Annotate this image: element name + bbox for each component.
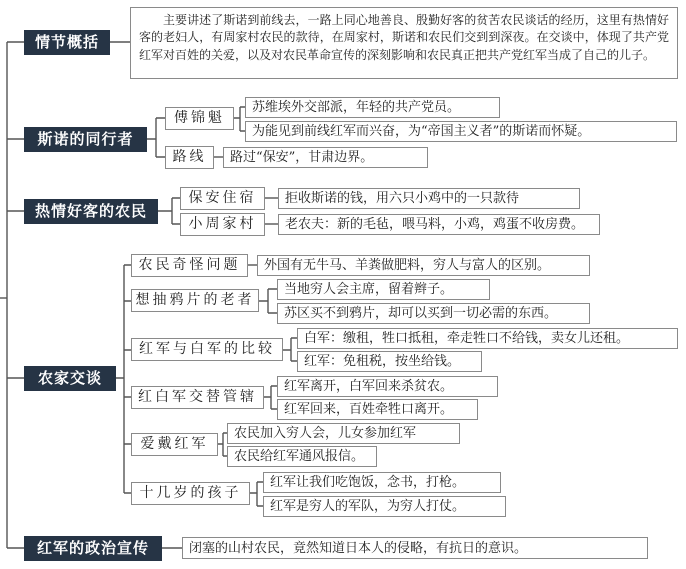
sub-node-route[interactable]: 路线 [165, 146, 214, 169]
sub-node-love-red-army[interactable]: 爱戴红军 [131, 433, 218, 456]
leaf-baoan-1: 拒收斯诺的钱，用六只小鸡中的一只款待 [278, 188, 580, 209]
leaf-teen-1: 红军让我们吃饱饭，念书，打枪。 [263, 472, 501, 493]
leaf-propaganda-1: 闭塞的山村农民，竟然知道日本人的侵略，有抗日的意识。 [182, 537, 648, 559]
sub-node-baoan[interactable]: 保安住宿 [180, 187, 265, 210]
leaf-route-1: 路过“保安”，甘肃边界。 [223, 147, 428, 168]
leaf-opium-1: 当地穷人会主席，留着辫子。 [277, 279, 490, 300]
main-node-talk[interactable]: 农家交谈 [24, 366, 116, 391]
sub-node-strange-questions[interactable]: 农民奇怪问题 [131, 254, 248, 277]
main-node-propaganda[interactable]: 红军的政治宣传 [24, 536, 162, 561]
sub-node-fu-jinkui[interactable]: 傅锦魁 [165, 107, 234, 130]
leaf-love-2: 农民给红军通风报信。 [227, 446, 377, 467]
leaf-fu-2: 为能见到前线红军而兴奋，为“帝国主义者”的斯诺而怀疑。 [245, 121, 677, 142]
main-node-farmers[interactable]: 热情好客的农民 [24, 199, 158, 224]
sub-node-opium-elder[interactable]: 想抽鸦片的老者 [131, 289, 259, 312]
sub-node-alternate-rule[interactable]: 红白军交替管辖 [131, 386, 264, 409]
leaf-alternate-1: 红军离开，白军回来杀贫农。 [277, 376, 498, 397]
leaf-compare-2: 红军：免租税，按坐给钱。 [297, 351, 482, 372]
sub-node-teenagers[interactable]: 十几岁的孩子 [131, 482, 250, 505]
leaf-alternate-2: 红军回来，百姓牵牲口离开。 [277, 399, 478, 420]
leaf-teen-2: 红军是穷人的军队，为穷人打仗。 [263, 496, 506, 517]
leaf-zhoujiacun-1: 老农夫：新的毛毡，喂马料，小鸡，鸡蛋不收房费。 [278, 214, 600, 235]
leaf-opium-2: 苏区买不到鸦片，却可以买到一切必需的东西。 [277, 303, 590, 324]
sub-node-red-vs-white[interactable]: 红军与白军的比较 [131, 338, 283, 361]
main-node-companions[interactable]: 斯诺的同行者 [24, 127, 147, 152]
leaf-strange-1: 外国有无牛马、羊粪做肥料，穷人与富人的区别。 [257, 255, 590, 276]
plot-summary: 主要讲述了斯诺到前线去，一路上同心地善良、殷勤好客的贫苦农民谈话的经历，这里有热情好客的老妇人，有周家村农民的款待，在周家村，斯诺和农民们交到到深夜。在交谈中，体现了共产党红军对百姓的关爱，以及对农民革命宣传的深刻影响和农民真正把共产党红军当成了自己的儿子。 [130, 7, 678, 79]
sub-node-zhoujiacun[interactable]: 小周家村 [180, 213, 265, 236]
leaf-fu-1: 苏维埃外交部派，年轻的共产党员。 [245, 97, 500, 118]
main-node-plot[interactable]: 情节概括 [24, 30, 110, 55]
leaf-love-1: 农民加入穷人会，儿女参加红军 [227, 423, 460, 444]
leaf-compare-1: 白军：缴租，牲口抵租，牵走牲口不给钱，卖女儿还租。 [297, 328, 678, 349]
